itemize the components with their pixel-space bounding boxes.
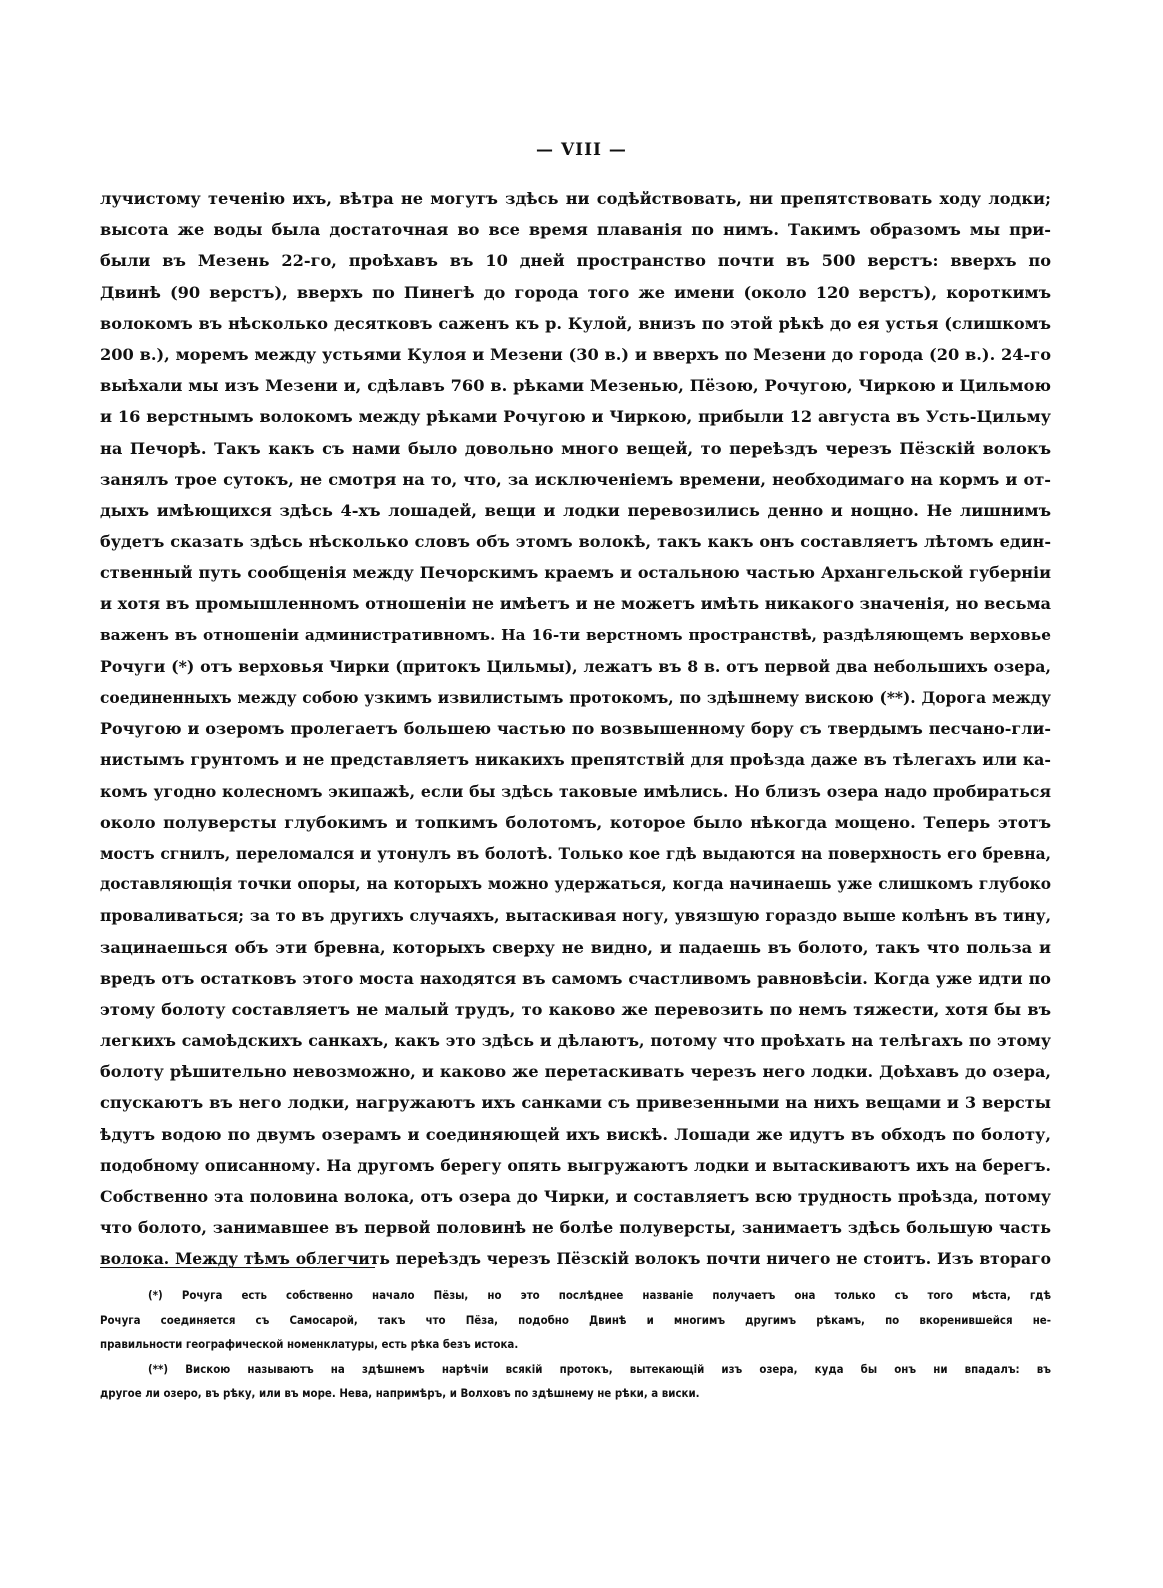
body-line-24: проваливаться; за то въ другихъ случаяхъ, вытаскивая ногу, увязшую гораздо выше колѣнъ въ тину, bbox=[100, 906, 1051, 926]
body-line-10: занялъ трое сутокъ, не смотря на то, что, за исключеніемъ времени, необходимаго на кормъ и от- bbox=[100, 469, 1051, 489]
body-line-27: этому болоту составляетъ не малый трудъ, то каково же перевозить по немъ тяжести, хотя бы въ bbox=[100, 999, 1051, 1019]
body-line-9: на Печорѣ. Такъ какъ съ нами было довольно много вещей, то переѣздъ черезъ Пёзскій волокъ bbox=[100, 438, 1051, 458]
body-line-5: волокомъ въ нѣсколько десятковъ саженъ къ р. Кулой, внизъ по этой рѣкѣ до ея устья (слишкомъ bbox=[100, 313, 1051, 333]
body-line-15: важенъ въ отношеніи административномъ. На 16-ти верстномъ пространствѣ, раздѣляющемъ верховье bbox=[100, 625, 1051, 644]
body-line-12: будетъ сказать здѣсь нѣсколько словъ объ этомъ волокѣ, такъ какъ онъ составляетъ лѣтомъ един- bbox=[100, 532, 1051, 552]
body-line-16: Рочуги (*) отъ верховья Чирки (притокъ Цильмы), лежатъ въ 8 в. отъ первой два небольшихъ озера, bbox=[100, 656, 1051, 676]
body-line-6: 200 в.), моремъ между устьями Кулоя и Мезени (30 в.) и вверхъ по Мезени до города (20 в.). 24-го bbox=[100, 344, 1051, 364]
body-line-28: легкихъ самоѣдскихъ санкахъ, какъ это здѣсь и дѣлаютъ, потому что проѣхать на телѣгахъ по этому bbox=[100, 1031, 1051, 1051]
footnote-1-line-1: (*) Рочуга есть собственно начало Пёзы, но это послѣднее названіе получаетъ она только съ того мѣста, гдѣ bbox=[148, 1288, 1051, 1302]
body-line-17: соединенныхъ между собою узкимъ извилистымъ протокомъ, по здѣшнему вискою (**). Дорога между bbox=[100, 688, 1051, 707]
body-line-33: Собственно эта половина волока, отъ озера до Чирки, и составляетъ всю трудность проѣзда, потому bbox=[100, 1187, 1051, 1206]
body-line-23: доставляющія точки опоры, на которыхъ можно удержаться, когда начинаешь уже слишкомъ глубоко bbox=[100, 875, 1051, 894]
body-line-14: и хотя въ промышленномъ отношеніи не имѣетъ и не можетъ имѣть никакого значенія, но весьма bbox=[100, 594, 1051, 614]
body-line-4: Двинѣ (90 верстъ), вверхъ по Пинегѣ до города того же имени (около 120 верстъ), короткимъ bbox=[100, 282, 1051, 302]
body-line-2: высота же воды была достаточная во все время плаванія по нимъ. Такимъ образомъ мы при- bbox=[100, 220, 1051, 240]
body-line-30: спускаютъ въ него лодки, нагружаютъ ихъ санками съ привезенными на нихъ вещами и 3 версты bbox=[100, 1093, 1051, 1113]
body-line-32: подобному описанному. На другомъ берегу опять выгружаютъ лодки и вытаскиваютъ ихъ на берегъ. bbox=[100, 1155, 1051, 1175]
footnote-1-line-3: правильности географической номенклатуры, есть рѣка безъ истока. bbox=[100, 1337, 519, 1351]
footnote-2-line-1: (**) Вискою называютъ на здѣшнемъ нарѣчіи всякій протокъ, вытекающій изъ озера, куда бы онъ ни впадалъ: въ bbox=[148, 1361, 1051, 1376]
body-line-29: болоту рѣшительно невозможно, и каково же перетаскивать черезъ него лодки. Доѣхавъ до озера, bbox=[100, 1062, 1051, 1082]
main-body-text bbox=[100, 183, 1051, 1275]
footnotes-block bbox=[100, 1283, 1051, 1406]
body-line-34: что болото, занимавшее въ первой половинѣ не болѣе полуверсты, занимаетъ здѣсь большую часть bbox=[100, 1218, 1051, 1238]
body-line-35: волока. Между тѣмъ облегчить переѣздъ черезъ Пёзскій волокъ почти ничего не стоитъ. Изъ втораго bbox=[100, 1249, 1051, 1269]
body-line-19: нистымъ грунтомъ и не представляетъ никакихъ препятствій для проѣзда даже въ тѣлегахъ или ка- bbox=[100, 750, 1051, 770]
body-line-26: вредъ отъ остатковъ этого моста находятся въ самомъ счастливомъ равновѣсіи. Когда уже идти по bbox=[100, 968, 1051, 988]
body-line-11: дыхъ имѣющихся здѣсь 4-хъ лошадей, вещи и лодки перевозились денно и нощно. Не лишнимъ bbox=[100, 500, 1051, 520]
body-line-18: Рочугою и озеромъ пролегаетъ большею частью по возвышенному бору съ твердымъ песчано-гли- bbox=[100, 719, 1051, 739]
body-line-8: и 16 верстнымъ волокомъ между рѣками Рочугою и Чиркою, прибыли 12 августа въ Усть-Цильму bbox=[100, 407, 1051, 427]
body-line-25: зацинаешься объ эти бревна, которыхъ сверху не видно, и падаешь въ болото, такъ что польза и bbox=[100, 937, 1051, 957]
body-line-1: лучистому теченію ихъ, вѣтра не могутъ здѣсь ни содѣйствовать, ни препятствовать ходу лодки; bbox=[100, 189, 1051, 208]
footnote-divider bbox=[100, 1267, 375, 1268]
body-line-7: выѣхали мы изъ Мезени и, сдѣлавъ 760 в. рѣками Мезенью, Пёзою, Рочугою, Чиркою и Цильмою bbox=[100, 376, 1051, 396]
body-line-22: мостъ сгнилъ, переломался и утонулъ въ болотѣ. Только кое гдѣ выдаются на поверхность его бревна, bbox=[100, 843, 1051, 863]
footnote-2-line-2: другое ли озеро, въ рѣку, или въ море. Нева, напримѣръ, и Волховъ по здѣшнему не рѣки, а виски. bbox=[100, 1386, 700, 1400]
body-line-3: были въ Мезень 22-го, проѣхавъ въ 10 дней пространство почти въ 500 верстъ: вверхъ по bbox=[100, 251, 1051, 271]
body-line-21: около полуверсты глубокимъ и топкимъ болотомъ, которое было нѣкогда мощено. Теперь этотъ bbox=[100, 812, 1051, 832]
body-line-31: ѣдутъ водою по двумъ озерамъ и соединяющей ихъ вискѣ. Лошади же идутъ въ обходъ по болоту, bbox=[100, 1124, 1051, 1144]
page-number-header: — VIII — bbox=[536, 140, 627, 160]
footnote-1-line-2: Рочуга соединяется съ Самосарой, такъ что Пёза, подобно Двинѣ и многимъ другимъ рѣкамъ, по вкоренившейся не- bbox=[100, 1312, 1051, 1327]
body-line-20: комъ угодно колесномъ экипажѣ, если бы здѣсь таковые имѣлись. Но близъ озера надо пробираться bbox=[100, 781, 1051, 801]
body-line-13: ственный путь сообщенія между Печорскимъ краемъ и остальною частью Архангельской губерніи bbox=[100, 563, 1051, 583]
